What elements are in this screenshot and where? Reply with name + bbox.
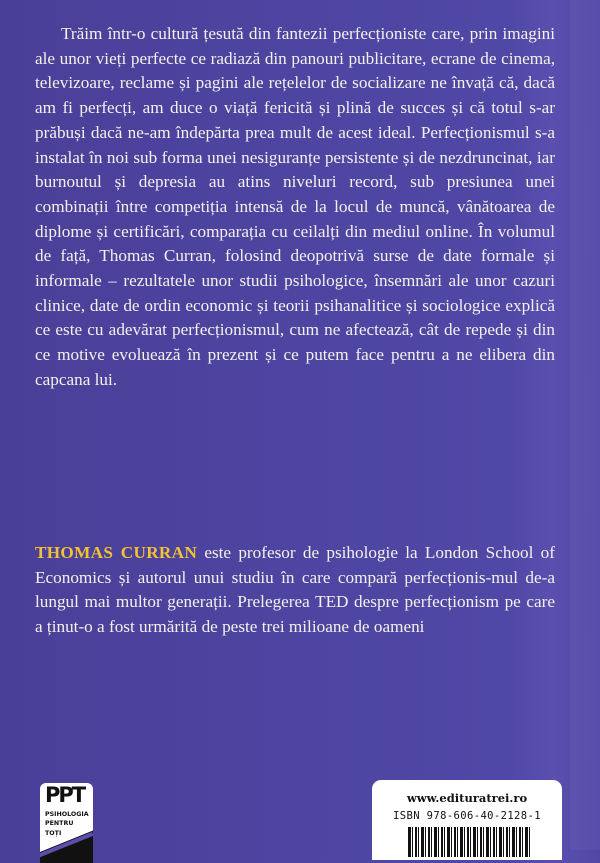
logo-mark: PPT (45, 783, 85, 807)
author-bio (35, 541, 555, 640)
logo-subtitle-line: PENTRU (45, 820, 74, 828)
logo-subtitle-line: PSIHOLOGIA (45, 811, 89, 818)
publisher-logo (40, 783, 93, 863)
description-paragraph: Trăim într-o cultură țesută din fantezii perfecționiste care, prin imagini ale unor vieți perfecte ce radiază din panouri publicitare, ecrane de cinema, televizoare, reclame și pagini ale rețelelor de socializare ne învață că, dacă am fi perfecți, am duce o viață fericită și plină de succes și că totul s-ar prăbuși dacă ne-am îndepărta prea mult de acest ideal. Perfecționismul s-a instalat în noi sub forma unei nesiguranțe persistente și de nezdruncinat, iar burnoutul și depresia au atins niveluri record, sub presiunea unei combinații între competiția intensă de la locul de muncă, vânătoarea de diplome și certificări, comparația cu ceilalți din mediul online. În volumul de față, Thomas Curran, folosind deopotrivă surse de date formale și informale – rezultatele unor studii psihologice, însemnări ale unor cazuri clinice, date de ordin economic și teorii psihanalitice și sociologice explică ce este cu adevărat perfecționismul, cum ne afectează, cât de repede și din ce motive evoluează în prezent și ce putem face pentru a ne elibera din capcana lui. (35, 24, 555, 389)
barcode-label (372, 780, 562, 860)
book-description (35, 22, 555, 393)
cover-edge-strip (570, 0, 600, 850)
publisher-website: www.edituratrei.ro (406, 791, 528, 805)
isbn-number: ISBN 978-606-40-2128-1 (393, 810, 541, 822)
barcode-icon (408, 827, 530, 857)
author-name: THOMAS CURRAN (35, 543, 198, 562)
logo-subtitle-line: TOȚI (45, 829, 62, 837)
author-bio-text: este profesor de psihologie la London School of Economics și autorul unui studiu în care compară perfecționis-mul de-a lungul mai multor generații. Prelegerea TED despre perfecționism pe care a ținut-o a fost urmărită de peste trei milioane de oameni (35, 543, 555, 637)
